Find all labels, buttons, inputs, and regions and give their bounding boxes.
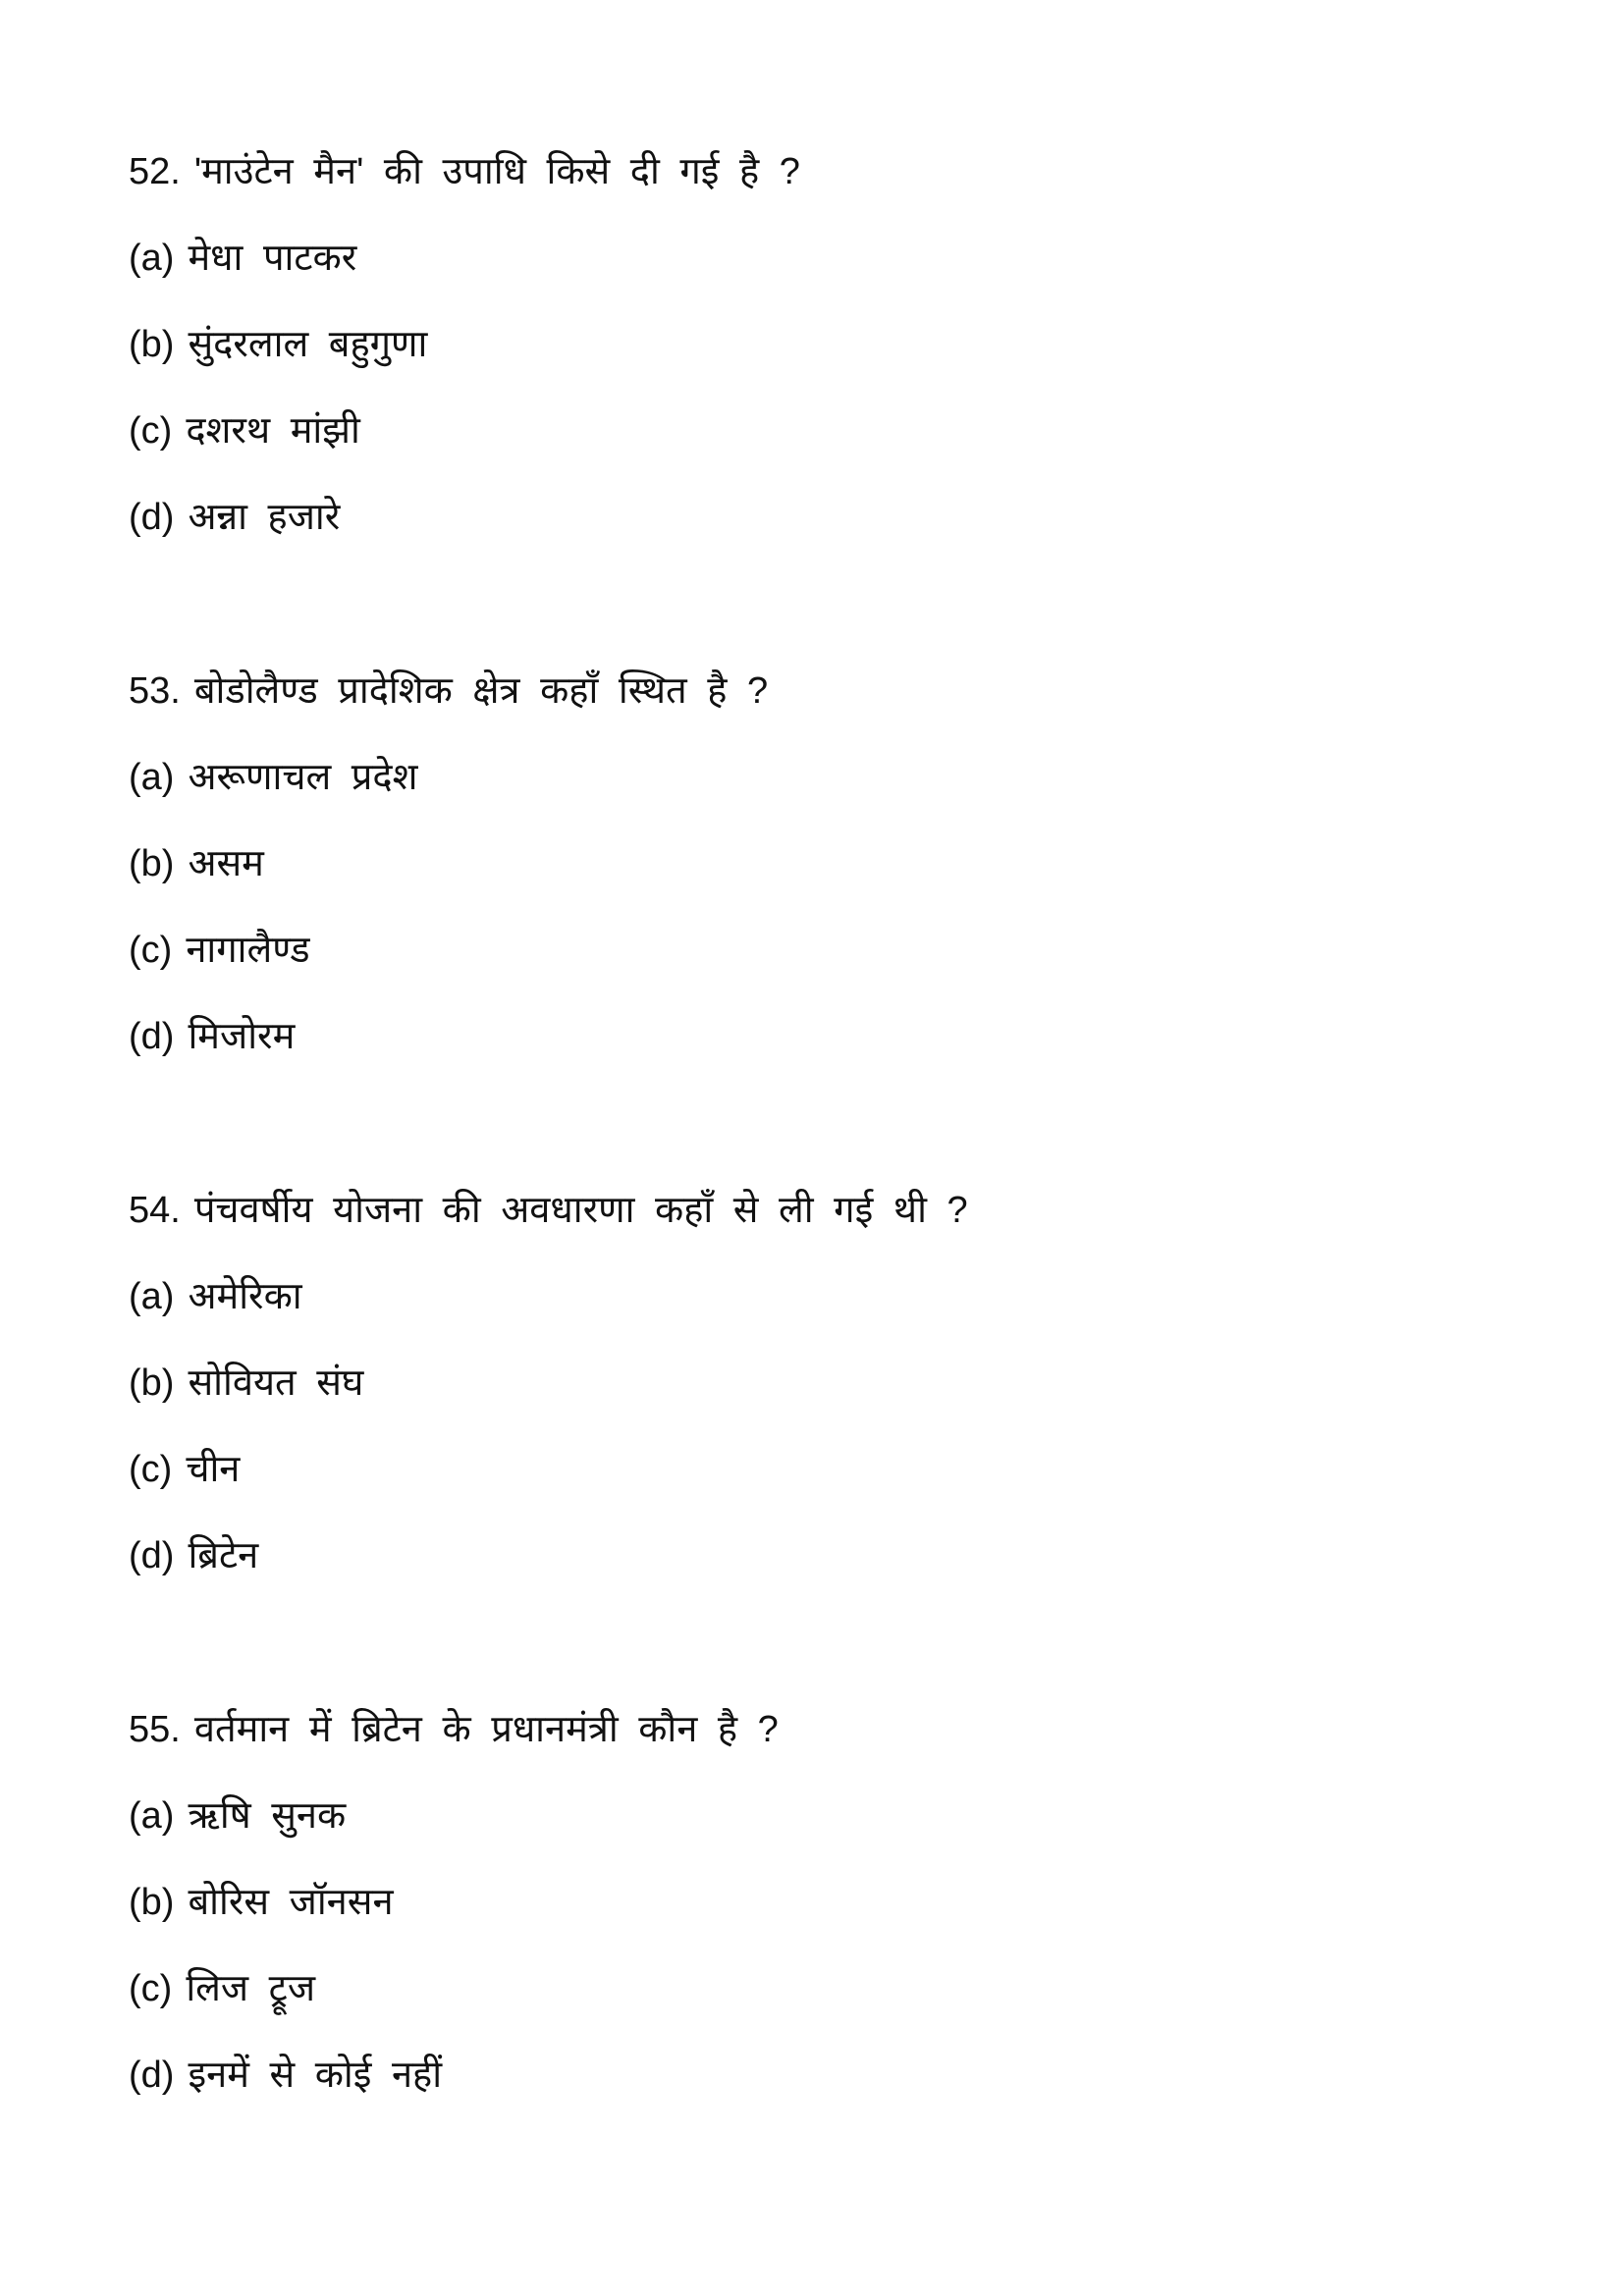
answer-option: [129, 1534, 258, 1577]
question-text: [129, 1189, 968, 1232]
option-text: ऋषि सुनक: [188, 1795, 347, 1837]
option-label: (b): [129, 324, 175, 365]
answer-option: [129, 842, 264, 885]
question-text: [129, 669, 768, 713]
answer-option: [129, 1015, 295, 1058]
option-text: लिज ट्रूज: [186, 1968, 316, 2009]
option-label: (c): [129, 410, 173, 452]
option-text: नागालैण्ड: [186, 930, 310, 971]
answer-option: [129, 756, 417, 799]
option-text: अरूणाचल प्रदेश: [188, 757, 418, 798]
question-stem: वर्तमान में ब्रिटेन के प्रधानमंत्री कौन है ?: [193, 1709, 779, 1750]
answer-option: [129, 237, 356, 280]
question-number: 52.: [129, 151, 181, 192]
option-label: (a): [129, 757, 175, 798]
option-text: इनमें से कोई नहीं: [188, 2055, 443, 2096]
option-label: (a): [129, 238, 175, 279]
answer-option: [129, 2054, 442, 2097]
option-label: (b): [129, 1362, 175, 1404]
option-text: अन्ना हजारे: [188, 497, 341, 538]
answer-option: [129, 1448, 240, 1491]
question-stem: 'माउंटेन मैन' की उपाधि किसे दी गई है ?: [193, 151, 800, 192]
question-stem: बोडोलैण्ड प्रादेशिक क्षेत्र कहाँ स्थित है ?: [193, 670, 769, 712]
answer-option: [129, 1881, 394, 1924]
answer-option: [129, 1362, 363, 1405]
option-label: (b): [129, 1882, 175, 1923]
option-text: बोरिस जॉनसन: [188, 1882, 394, 1923]
answer-option: [129, 409, 360, 453]
option-label: (c): [129, 1449, 173, 1490]
option-text: ब्रिटेन: [188, 1535, 259, 1576]
answer-option: [129, 929, 310, 972]
answer-option: [129, 1967, 315, 2010]
question-text: [129, 150, 800, 193]
answer-option: [129, 1794, 346, 1838]
question-number: 53.: [129, 670, 181, 712]
answer-option: [129, 1275, 302, 1318]
option-label: (d): [129, 1535, 175, 1576]
option-text: असम: [188, 843, 264, 884]
option-text: अमेरिका: [188, 1276, 302, 1317]
option-label: (a): [129, 1276, 175, 1317]
question-stem: पंचवर्षीय योजना की अवधारणा कहाँ से ली गई थी ?: [193, 1190, 968, 1231]
option-text: दशरथ मांझी: [186, 410, 360, 452]
option-label: (c): [129, 930, 173, 971]
option-text: चीन: [186, 1449, 241, 1490]
option-text: सुंदरलाल बहुगुणा: [188, 324, 428, 365]
option-text: मिजोरम: [188, 1016, 296, 1057]
option-label: (c): [129, 1968, 173, 2009]
option-label: (a): [129, 1795, 175, 1837]
answer-option: [129, 323, 427, 366]
answer-option: [129, 496, 340, 539]
option-label: (d): [129, 2055, 175, 2096]
option-text: सोवियत संघ: [188, 1362, 364, 1404]
option-label: (d): [129, 1016, 175, 1057]
option-label: (d): [129, 497, 175, 538]
question-number: 54.: [129, 1190, 181, 1231]
question-number: 55.: [129, 1709, 181, 1750]
question-text: [129, 1708, 779, 1751]
option-text: मेधा पाटकर: [188, 238, 357, 279]
option-label: (b): [129, 843, 175, 884]
